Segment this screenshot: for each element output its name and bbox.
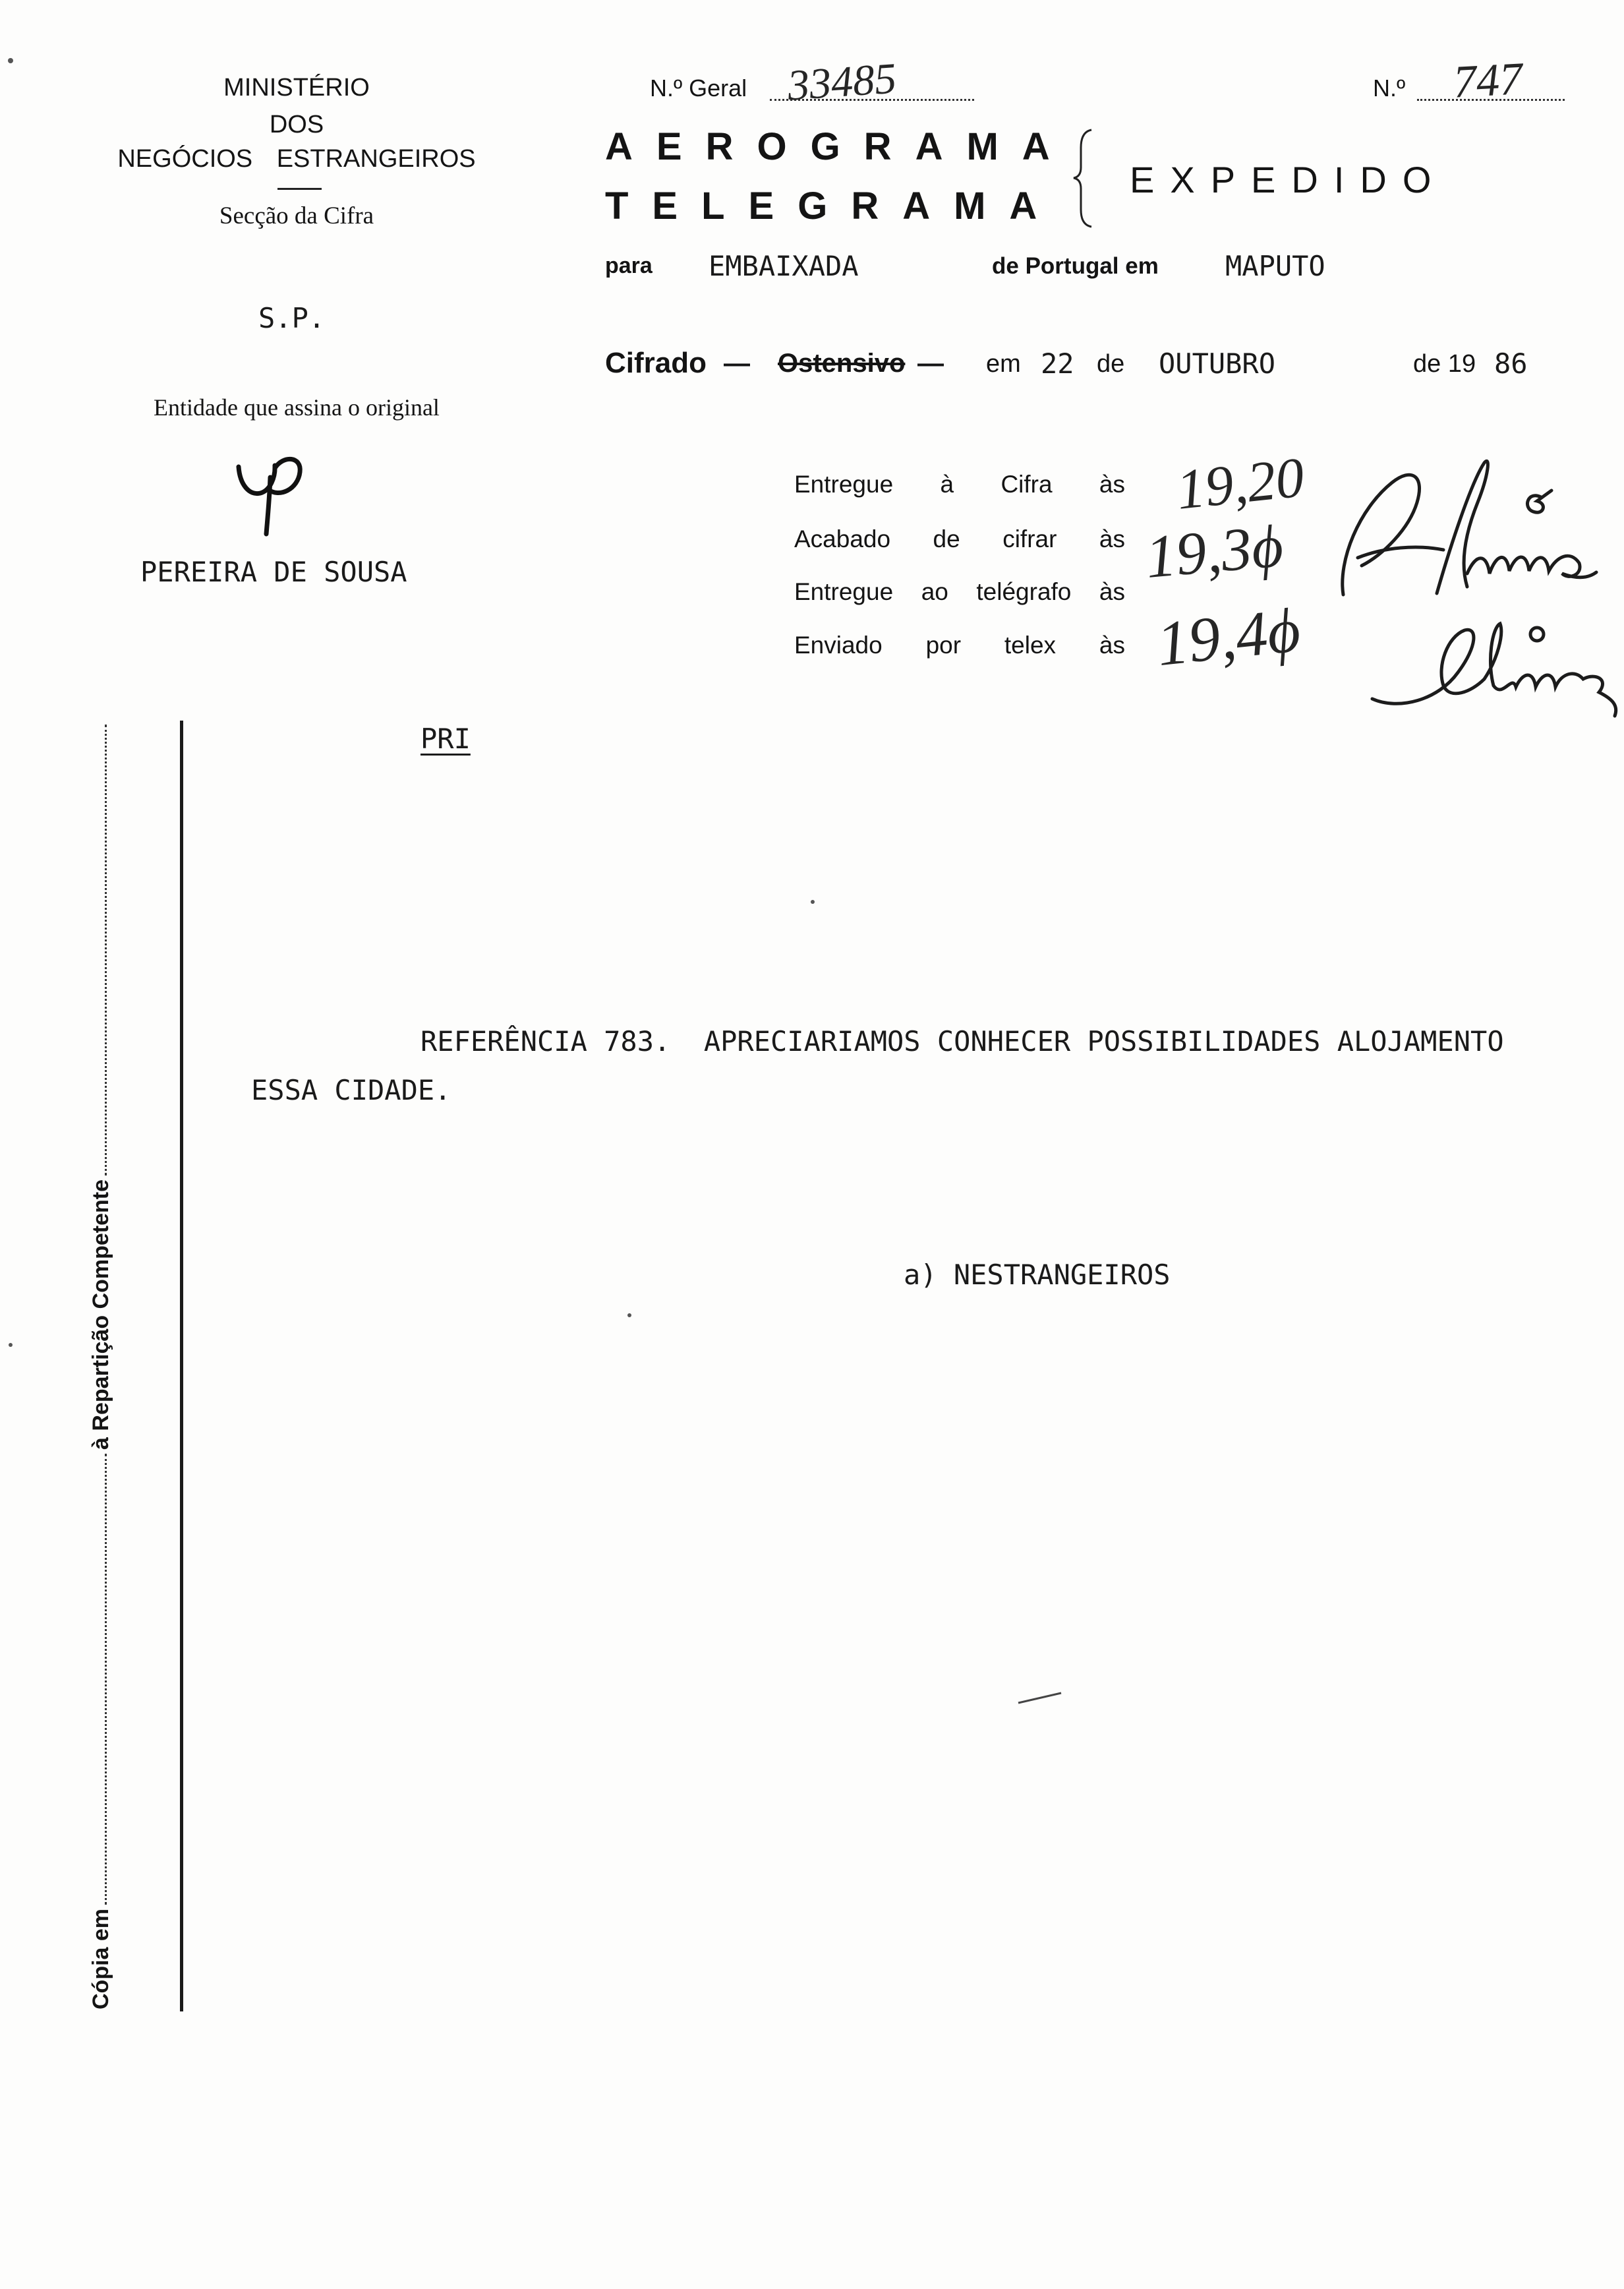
timestamp-label-telegrafo: Entregue ao telégrafo às <box>794 578 1125 605</box>
de-label: de <box>1097 350 1125 378</box>
date-month: OUTUBRO <box>1159 347 1276 380</box>
number-value: 747 <box>1452 53 1524 108</box>
copy-routing-line <box>80 721 112 2009</box>
signer-initial-signature <box>239 459 300 534</box>
timestamp-label-cifra: Entregue à Cifra às <box>794 471 1125 498</box>
section-name: Secção da Cifra <box>219 202 374 229</box>
message-line-1: REFERÊNCIA 783. APRECIARIAMOS CONHECER POSSIBILIDADES ALOJAMENTO <box>420 1025 1504 1057</box>
message-signature: a) NESTRANGEIROS <box>904 1259 1171 1291</box>
scan-specks <box>8 54 1061 1703</box>
margin-rule <box>180 721 183 2011</box>
status-expedido: EXPEDIDO <box>1130 159 1447 200</box>
em-label: em <box>986 350 1021 378</box>
signer-name: PEREIRA DE SOUSA <box>140 556 407 588</box>
copy-label: Cópia em <box>88 1908 113 2009</box>
ostensivo-struck: Ostensivo <box>778 349 906 378</box>
recipient: EMBAIXADA <box>709 250 859 282</box>
title-brace <box>1074 130 1091 227</box>
timestamp-label-cifrar: Acabado de cifrar às <box>794 525 1125 552</box>
country-label: de Portugal em <box>992 253 1159 279</box>
para-label: para <box>605 253 652 278</box>
city: MAPUTO <box>1225 250 1325 282</box>
year-suffix: 86 <box>1494 347 1528 380</box>
department-label: à Repartição Competente <box>88 1179 113 1450</box>
ministry-name-line2: DOS <box>269 111 324 138</box>
department-dotted-leader <box>105 725 107 1175</box>
cifrado-label: Cifrado <box>605 347 707 379</box>
priority-mark: PRI <box>420 723 471 755</box>
operator-signature-top <box>1343 461 1596 595</box>
general-number-value: 33485 <box>786 54 898 110</box>
ministry-name-line1: MINISTÉRIO <box>223 74 370 102</box>
title-aerograma: AEROGRAMA <box>605 125 1074 168</box>
handwritten-time-cifra: 19,20 <box>1173 445 1307 521</box>
timestamp-label-telex: Enviado por telex às <box>794 632 1125 659</box>
date-day: 22 <box>1041 347 1074 380</box>
handwritten-time-cifrar: 19,3ϕ <box>1142 512 1286 591</box>
message-line-2: ESSA CIDADE. <box>251 1074 451 1106</box>
ministry-name-line3: NEGÓCIOS ESTRANGEIROS <box>117 145 476 173</box>
title-telegrama: TELEGRAMA <box>605 185 1061 227</box>
operator-signature-bottom <box>1372 624 1616 716</box>
sp-mark: S.P. <box>258 302 326 334</box>
year-prefix: de 19 <box>1413 350 1476 378</box>
dash-2: — <box>917 349 944 378</box>
handwritten-time-telex: 19,4ϕ <box>1153 593 1304 680</box>
general-number-label: N.º Geral <box>650 74 747 102</box>
signer-label: Entidade que assina o original <box>154 394 440 421</box>
dash-1: — <box>724 349 750 378</box>
copy-dotted-leader <box>105 1454 107 1905</box>
number-label: N.º <box>1373 74 1406 102</box>
